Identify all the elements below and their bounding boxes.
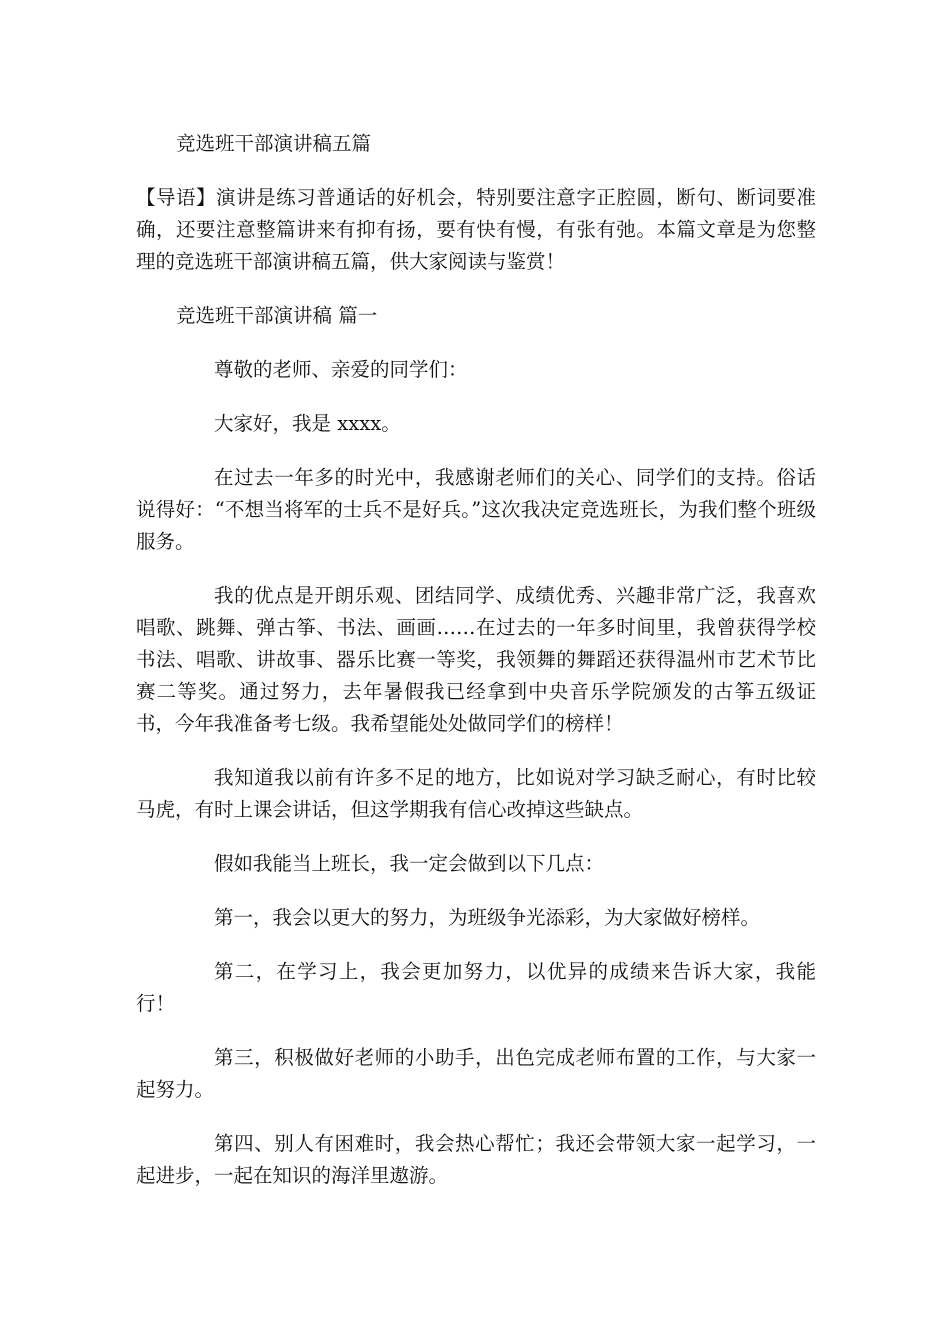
document-page [136, 128, 816, 1214]
lead-paragraph: 【导语】演讲是练习普通话的好机会，特别要注意字正腔圆，断句、断词要准确，还要注意整篇讲来有抑有扬，要有快有慢，有张有弛。本篇文章是为您整理的竞选班干部演讲稿五篇，供大家阅读与鉴赏！ [136, 186, 816, 273]
paragraph-intro: 在过去一年多的时光中，我感谢老师们的关心、同学们的支持。俗话说得好：“不想当将军的士兵不是好兵。”这次我决定竞选班长，为我们整个班级服务。 [136, 466, 816, 553]
paragraph-weaknesses: 我知道我以前有许多不足的地方，比如说对学习缺乏耐心，有时比较马虎，有时上课会讲话，但这学期我有信心改掉这些缺点。 [136, 766, 816, 821]
document-title: 竞选班干部演讲稿五篇 [176, 132, 372, 155]
section-heading: 竞选班干部演讲稿 篇一 [176, 304, 378, 327]
paragraph-point-3: 第三，积极做好老师的小助手，出色完成老师布置的工作，与大家一起努力。 [136, 1046, 816, 1101]
paragraph-salutation: 尊敬的老师、亲爱的同学们： [214, 358, 468, 381]
paragraph-promise: 假如我能当上班长，我一定会做到以下几点： [214, 852, 605, 875]
paragraph-point-2: 第二，在学习上，我会更加努力，以优异的成绩来告诉大家，我能行！ [136, 960, 816, 1015]
paragraph-point-4: 第四、别人有困难时，我会热心帮忙；我还会带领大家一起学习，一起进步，一起在知识的海洋里遨游。 [136, 1132, 816, 1187]
paragraph-point-1: 第一，我会以更大的努力，为班级争光添彩，为大家做好榜样。 [214, 906, 761, 929]
paragraph-greeting: 大家好，我是 xxxx。 [214, 412, 401, 435]
paragraph-strengths: 我的优点是开朗乐观、团结同学、成绩优秀、兴趣非常广泛，我喜欢唱歌、跳舞、弹古筝、书法、画画……在过去的一年多时间里，我曾获得学校书法、唱歌、讲故事、器乐比赛一等奖，我领舞的舞蹈还获得温州市艺术节比赛二等奖。通过努力，去年暑假我已经拿到中央音乐学院颁发的古筝五级证书，今年我准备考七级。我希望能处处做同学们的榜样！ [136, 584, 816, 735]
